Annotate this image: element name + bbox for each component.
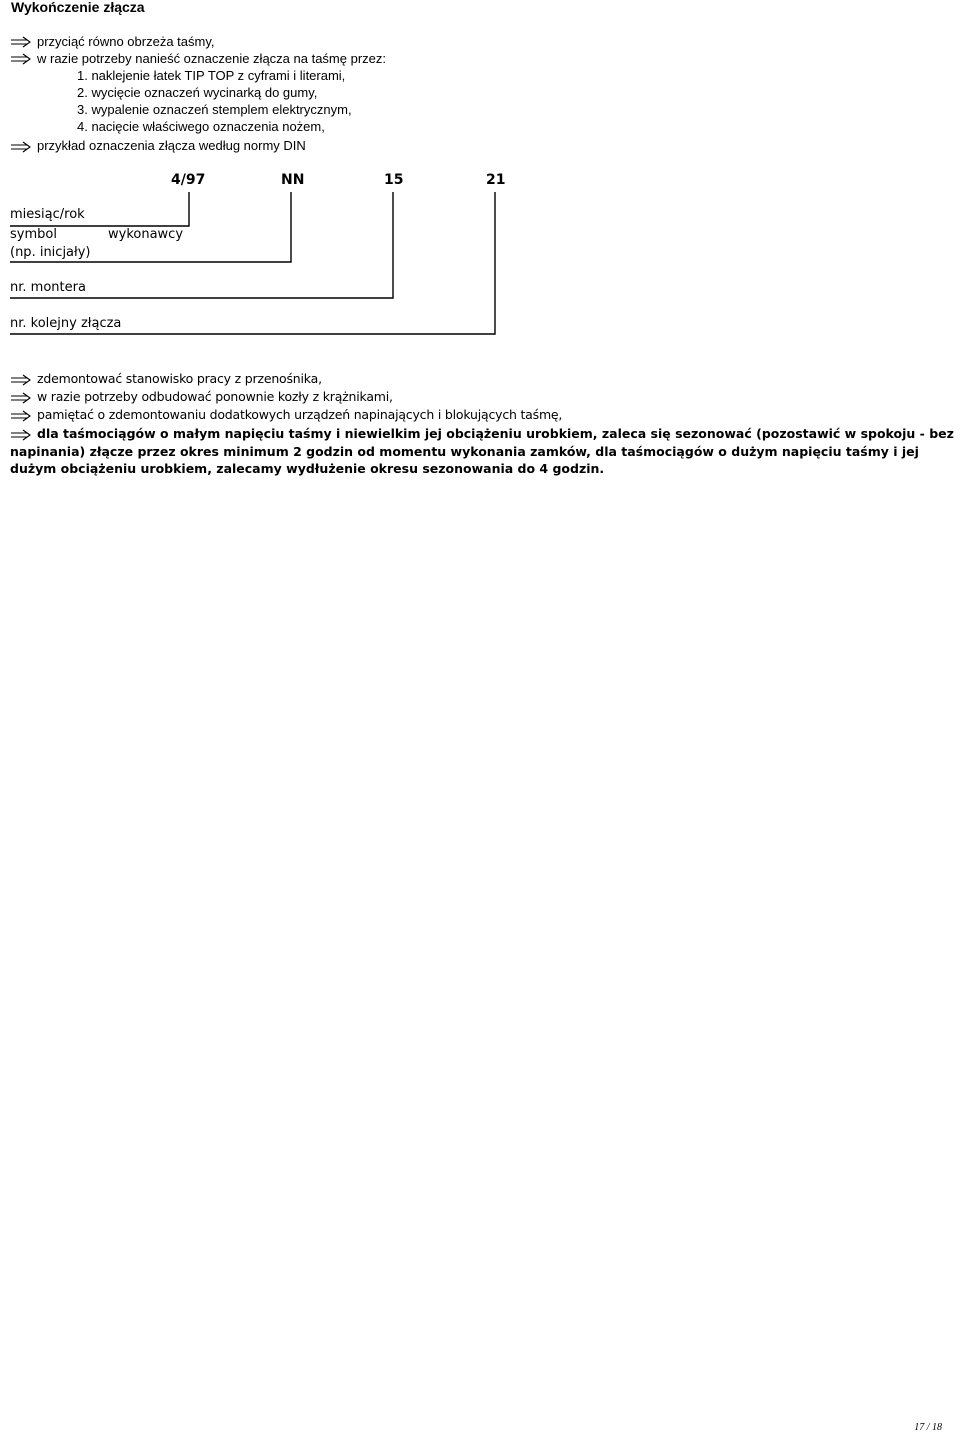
code-fitter: 15 <box>384 172 404 188</box>
bullet-text: pamiętać o zdemontowaniu dodatkowych urządzeń napinających i blokujących taśmę, <box>37 407 563 422</box>
code-sequence: 21 <box>486 172 506 188</box>
label-initials: (np. inicjały) <box>10 245 91 260</box>
double-arrow-icon <box>10 410 32 422</box>
bullet-text: w razie potrzeby odbudować ponownie kozły z krążnikami, <box>37 389 393 404</box>
bullet-text: przykład oznaczenia złącza według normy DIN <box>37 138 306 153</box>
marking-diagram-lines <box>0 0 960 340</box>
page-number: 17 / 18 <box>914 1422 942 1433</box>
double-arrow-icon <box>10 374 32 386</box>
code-date: 4/97 <box>171 172 206 188</box>
numbered-item: 2. wycięcie oznaczeń wycinarką do gumy, <box>77 85 318 100</box>
numbered-item: 4. nacięcie właściwego oznaczenia nożem, <box>77 119 325 134</box>
bullet-text: zdemontować stanowisko pracy z przenośnika, <box>37 371 322 386</box>
numbered-item: 1. naklejenie łatek TIP TOP z cyframi i literami, <box>77 68 346 83</box>
section-heading: Wykończenie złącza <box>11 0 145 15</box>
code-contractor: NN <box>281 172 305 188</box>
bullet-text: przyciąć równo obrzeża taśmy, <box>37 34 215 49</box>
double-arrow-icon <box>10 392 32 404</box>
label-sequence-no: nr. kolejny złącza <box>10 316 122 331</box>
bullet-text: w razie potrzeby nanieść oznaczenie złącza na taśmę przez: <box>37 51 387 66</box>
label-contractor: wykonawcy <box>108 227 184 242</box>
numbered-item: 3. wypalenie oznaczeń stemplem elektrycznym, <box>77 102 352 117</box>
label-month-year: miesiąc/rok <box>10 207 85 222</box>
label-fitter-no: nr. montera <box>10 280 86 295</box>
seasoning-note: dla taśmociągów o małym napięciu taśmy i niewielkim jej obciążeniu urobkiem, zaleca się sezonować (pozostawić w spokoju - bez napinania) złącze przez okres minimum 2 godzin od momentu wykonania zamków, dla taśmociągów o dużym napięciu taśmy i jej dużym obciążeniu urobkiem, zalecamy wydłużenie okresu sezonowania do 4 godzin. <box>10 426 954 476</box>
label-symbol: symbol <box>10 227 57 242</box>
